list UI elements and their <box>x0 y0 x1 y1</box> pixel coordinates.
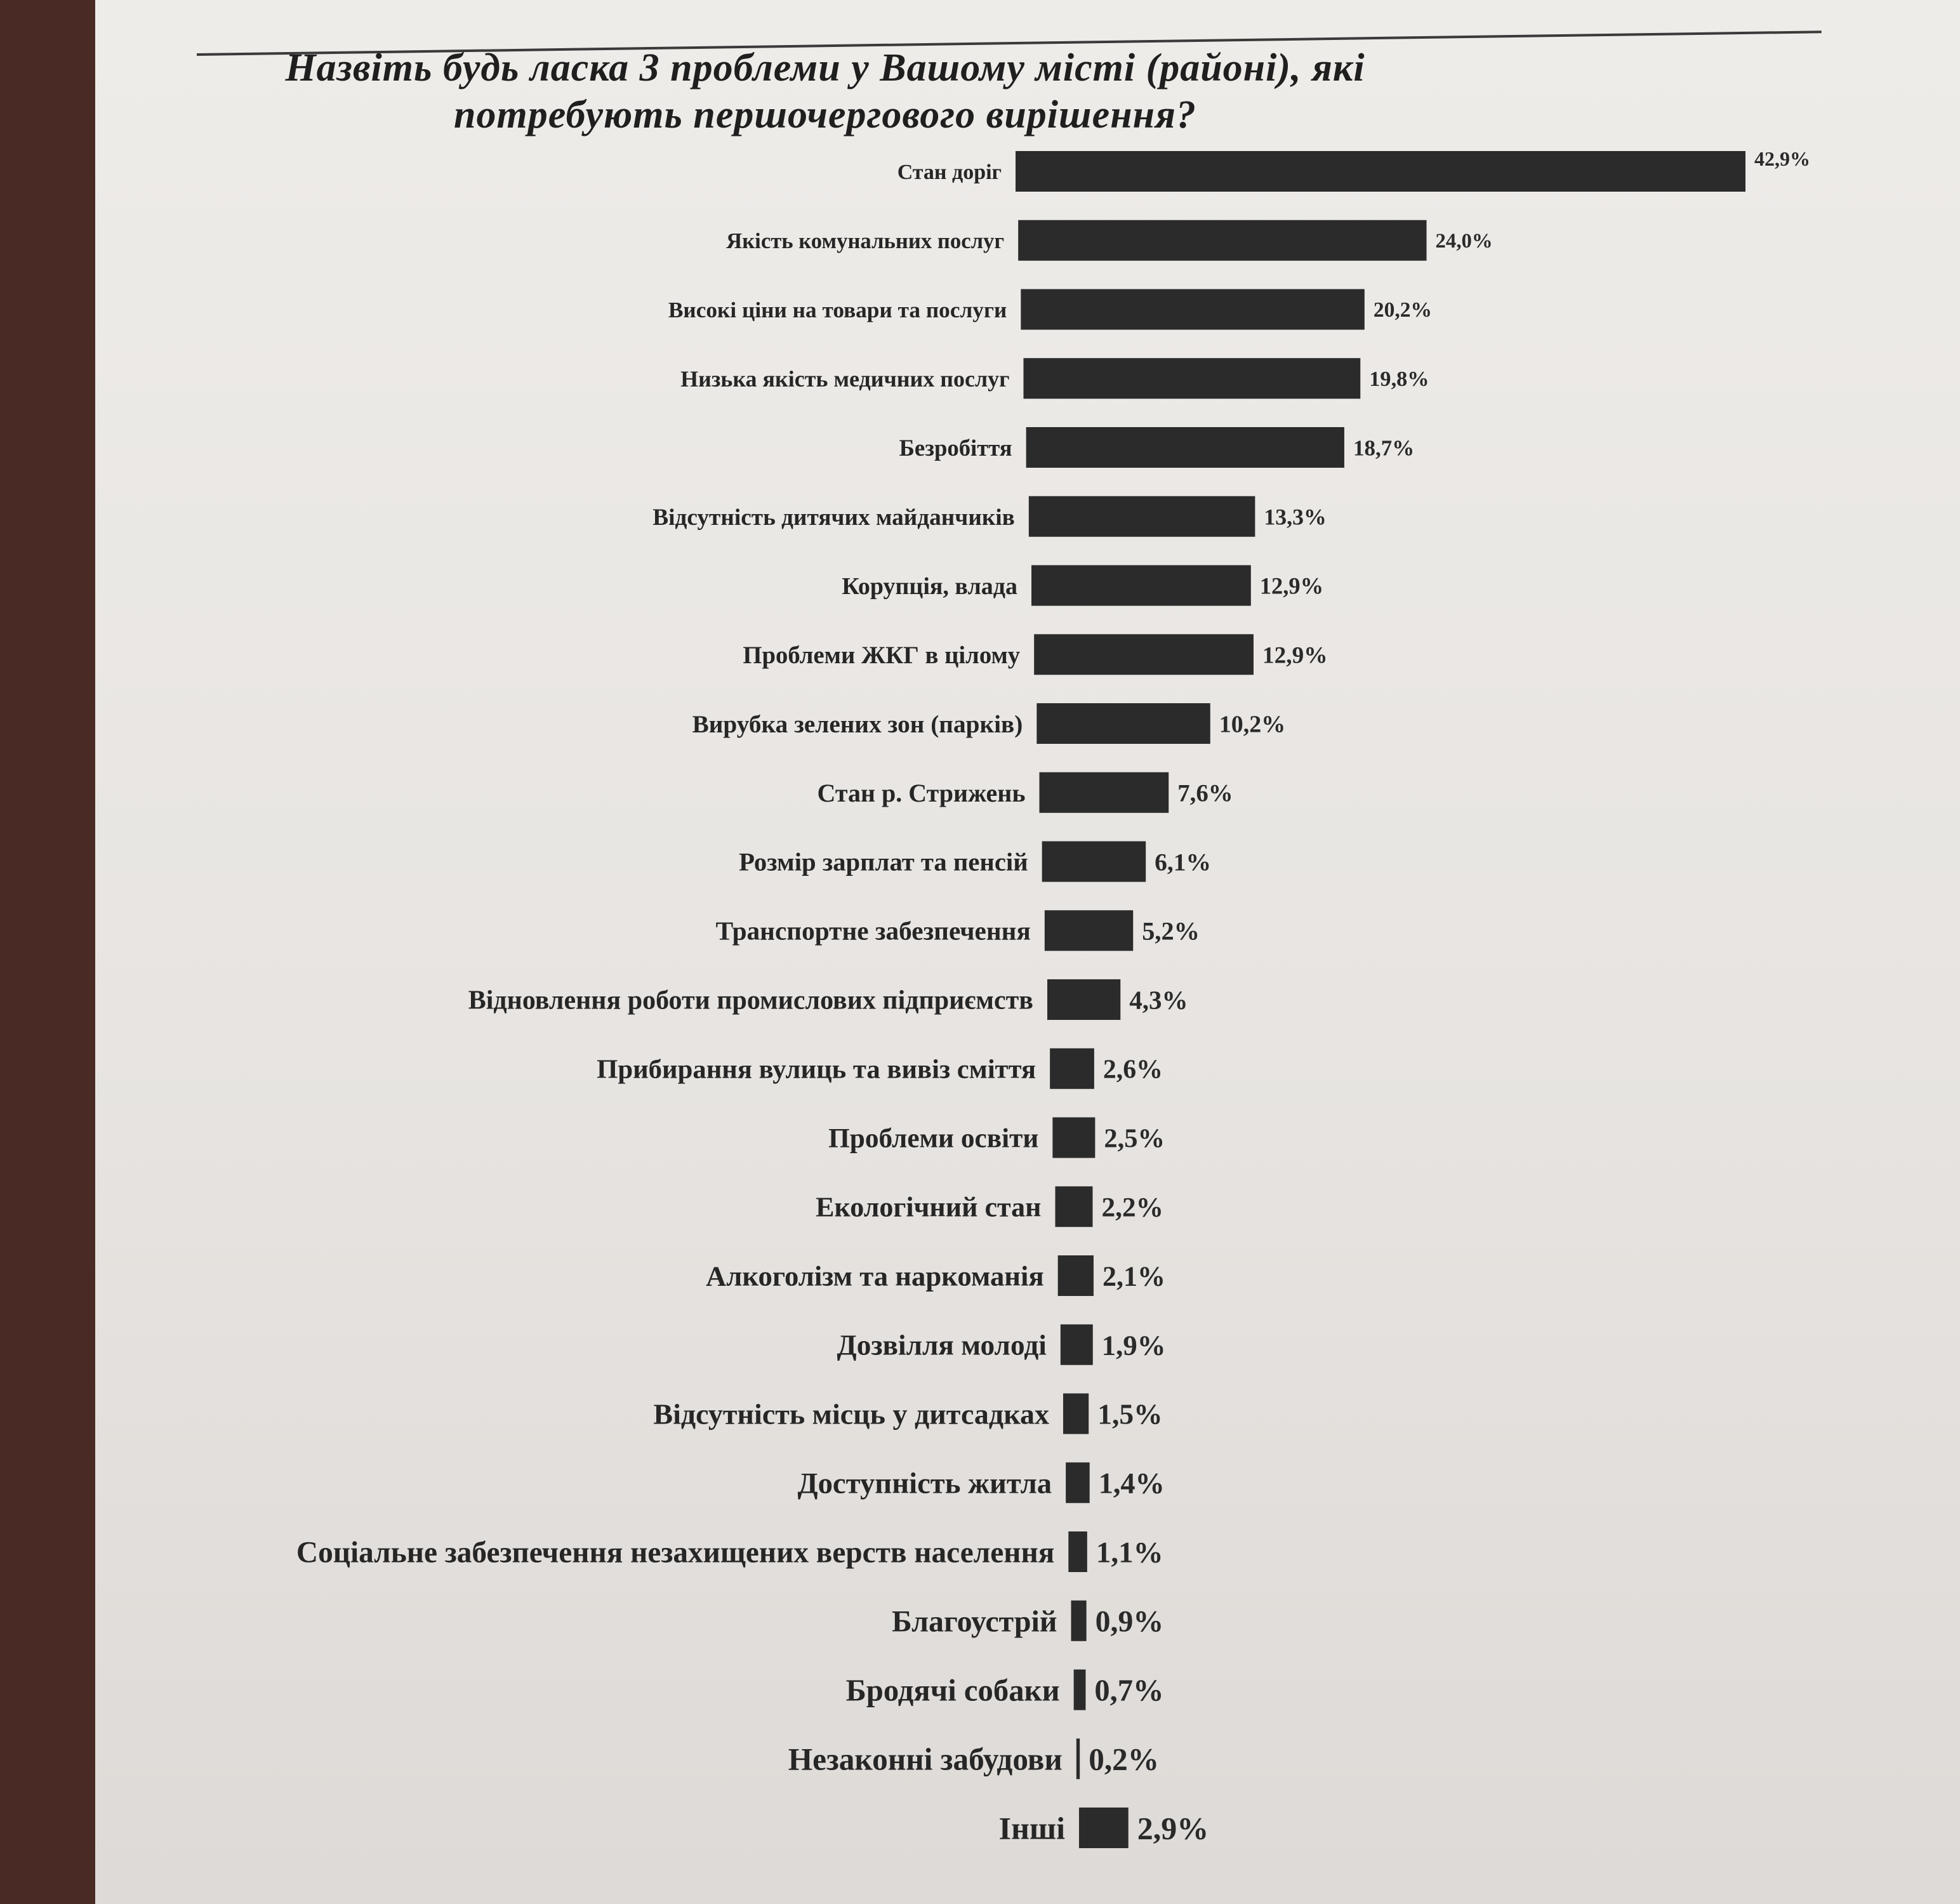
value-label: 19,8% <box>1369 367 1429 392</box>
value-label: 6,1% <box>1155 848 1212 876</box>
category-label: Вирубка зелених зон (парків) <box>692 710 1023 738</box>
bar <box>1045 910 1133 951</box>
value-label: 7,6% <box>1177 779 1233 807</box>
category-label: Розмір зарплат та пенсій <box>739 847 1028 876</box>
category-label: Прибирання вулиць та вивіз сміття <box>597 1054 1036 1085</box>
value-label: 4,3% <box>1129 985 1188 1015</box>
category-label: Стан доріг <box>897 160 1002 184</box>
bar <box>1074 1670 1086 1710</box>
bar <box>1071 1601 1087 1641</box>
value-label: 1,4% <box>1098 1467 1165 1500</box>
bar <box>1079 1808 1129 1848</box>
value-label: 1,5% <box>1097 1398 1163 1431</box>
category-label: Корупція, влада <box>842 572 1017 600</box>
bar <box>1076 1738 1080 1779</box>
bar <box>1042 842 1146 882</box>
value-label: 1,9% <box>1101 1329 1166 1361</box>
category-label: Відновлення роботи промислових підприємств <box>468 986 1033 1015</box>
bar <box>1024 358 1361 399</box>
category-label: Незаконні забудови <box>788 1742 1063 1777</box>
category-label: Якість комунальних послуг <box>726 228 1005 253</box>
bar <box>1047 979 1120 1020</box>
bar <box>1034 634 1254 675</box>
bar <box>1018 220 1426 261</box>
bar <box>1052 1118 1095 1158</box>
bar <box>1016 151 1745 192</box>
value-label: 1,1% <box>1096 1536 1163 1570</box>
category-label: Проблеми ЖКГ в цілому <box>743 642 1021 669</box>
value-label: 0,2% <box>1089 1742 1160 1777</box>
value-label: 2,9% <box>1137 1810 1209 1846</box>
bar <box>1056 1186 1093 1227</box>
category-label: Відсутність місць у дитсадках <box>653 1398 1049 1431</box>
category-label: Алкоголізм та наркоманія <box>706 1260 1044 1292</box>
chart-title: Назвіть будь ласка 3 проблеми у Вашому місті (районі), які потребують першочергового вирішення? <box>285 46 1365 136</box>
value-label: 18,7% <box>1353 435 1415 461</box>
category-label: Дозвілля молоді <box>837 1329 1047 1361</box>
value-label: 12,9% <box>1262 642 1328 669</box>
bar <box>1036 703 1210 744</box>
bar <box>1029 496 1255 537</box>
bar <box>1058 1255 1094 1296</box>
category-label: Стан р. Стрижень <box>817 778 1026 807</box>
value-label: 0,7% <box>1094 1674 1164 1708</box>
value-label: 24,0% <box>1435 230 1493 253</box>
category-label: Бродячі собаки <box>845 1673 1060 1708</box>
value-label: 2,6% <box>1102 1055 1163 1085</box>
value-label: 2,1% <box>1102 1260 1165 1292</box>
category-label: Безробіття <box>899 434 1012 461</box>
value-label: 42,9% <box>1754 147 1810 171</box>
category-label: Інші <box>998 1810 1065 1846</box>
value-label: 5,2% <box>1142 916 1200 946</box>
bar <box>1050 1048 1094 1089</box>
category-label: Доступність житла <box>797 1467 1052 1500</box>
value-label: 20,2% <box>1373 298 1432 322</box>
bar <box>1066 1462 1090 1503</box>
category-label: Відсутність дитячих майданчиків <box>652 504 1015 531</box>
bar <box>1031 565 1251 606</box>
value-label: 10,2% <box>1219 711 1286 738</box>
bar <box>1040 772 1169 813</box>
category-label: Проблеми освіти <box>828 1123 1039 1154</box>
value-label: 0,9% <box>1095 1604 1164 1639</box>
bar <box>1068 1531 1087 1572</box>
bar <box>1061 1325 1093 1365</box>
bar <box>1026 427 1344 468</box>
category-label: Благоустрій <box>892 1604 1057 1639</box>
category-label: Соціальне забезпечення незахищених верств населення <box>296 1536 1055 1570</box>
category-label: Екологічний стан <box>816 1191 1042 1223</box>
value-label: 2,5% <box>1104 1123 1165 1154</box>
value-label: 12,9% <box>1259 572 1324 599</box>
value-label: 13,3% <box>1264 504 1327 530</box>
category-label: Транспортне забезпечення <box>715 916 1031 946</box>
bar <box>1063 1394 1089 1434</box>
category-label: Високі ціни на товари та послуги <box>668 297 1007 322</box>
value-label: 2,2% <box>1101 1192 1163 1223</box>
category-label: Низька якість медичних послуг <box>680 366 1010 392</box>
bar <box>1021 289 1364 330</box>
